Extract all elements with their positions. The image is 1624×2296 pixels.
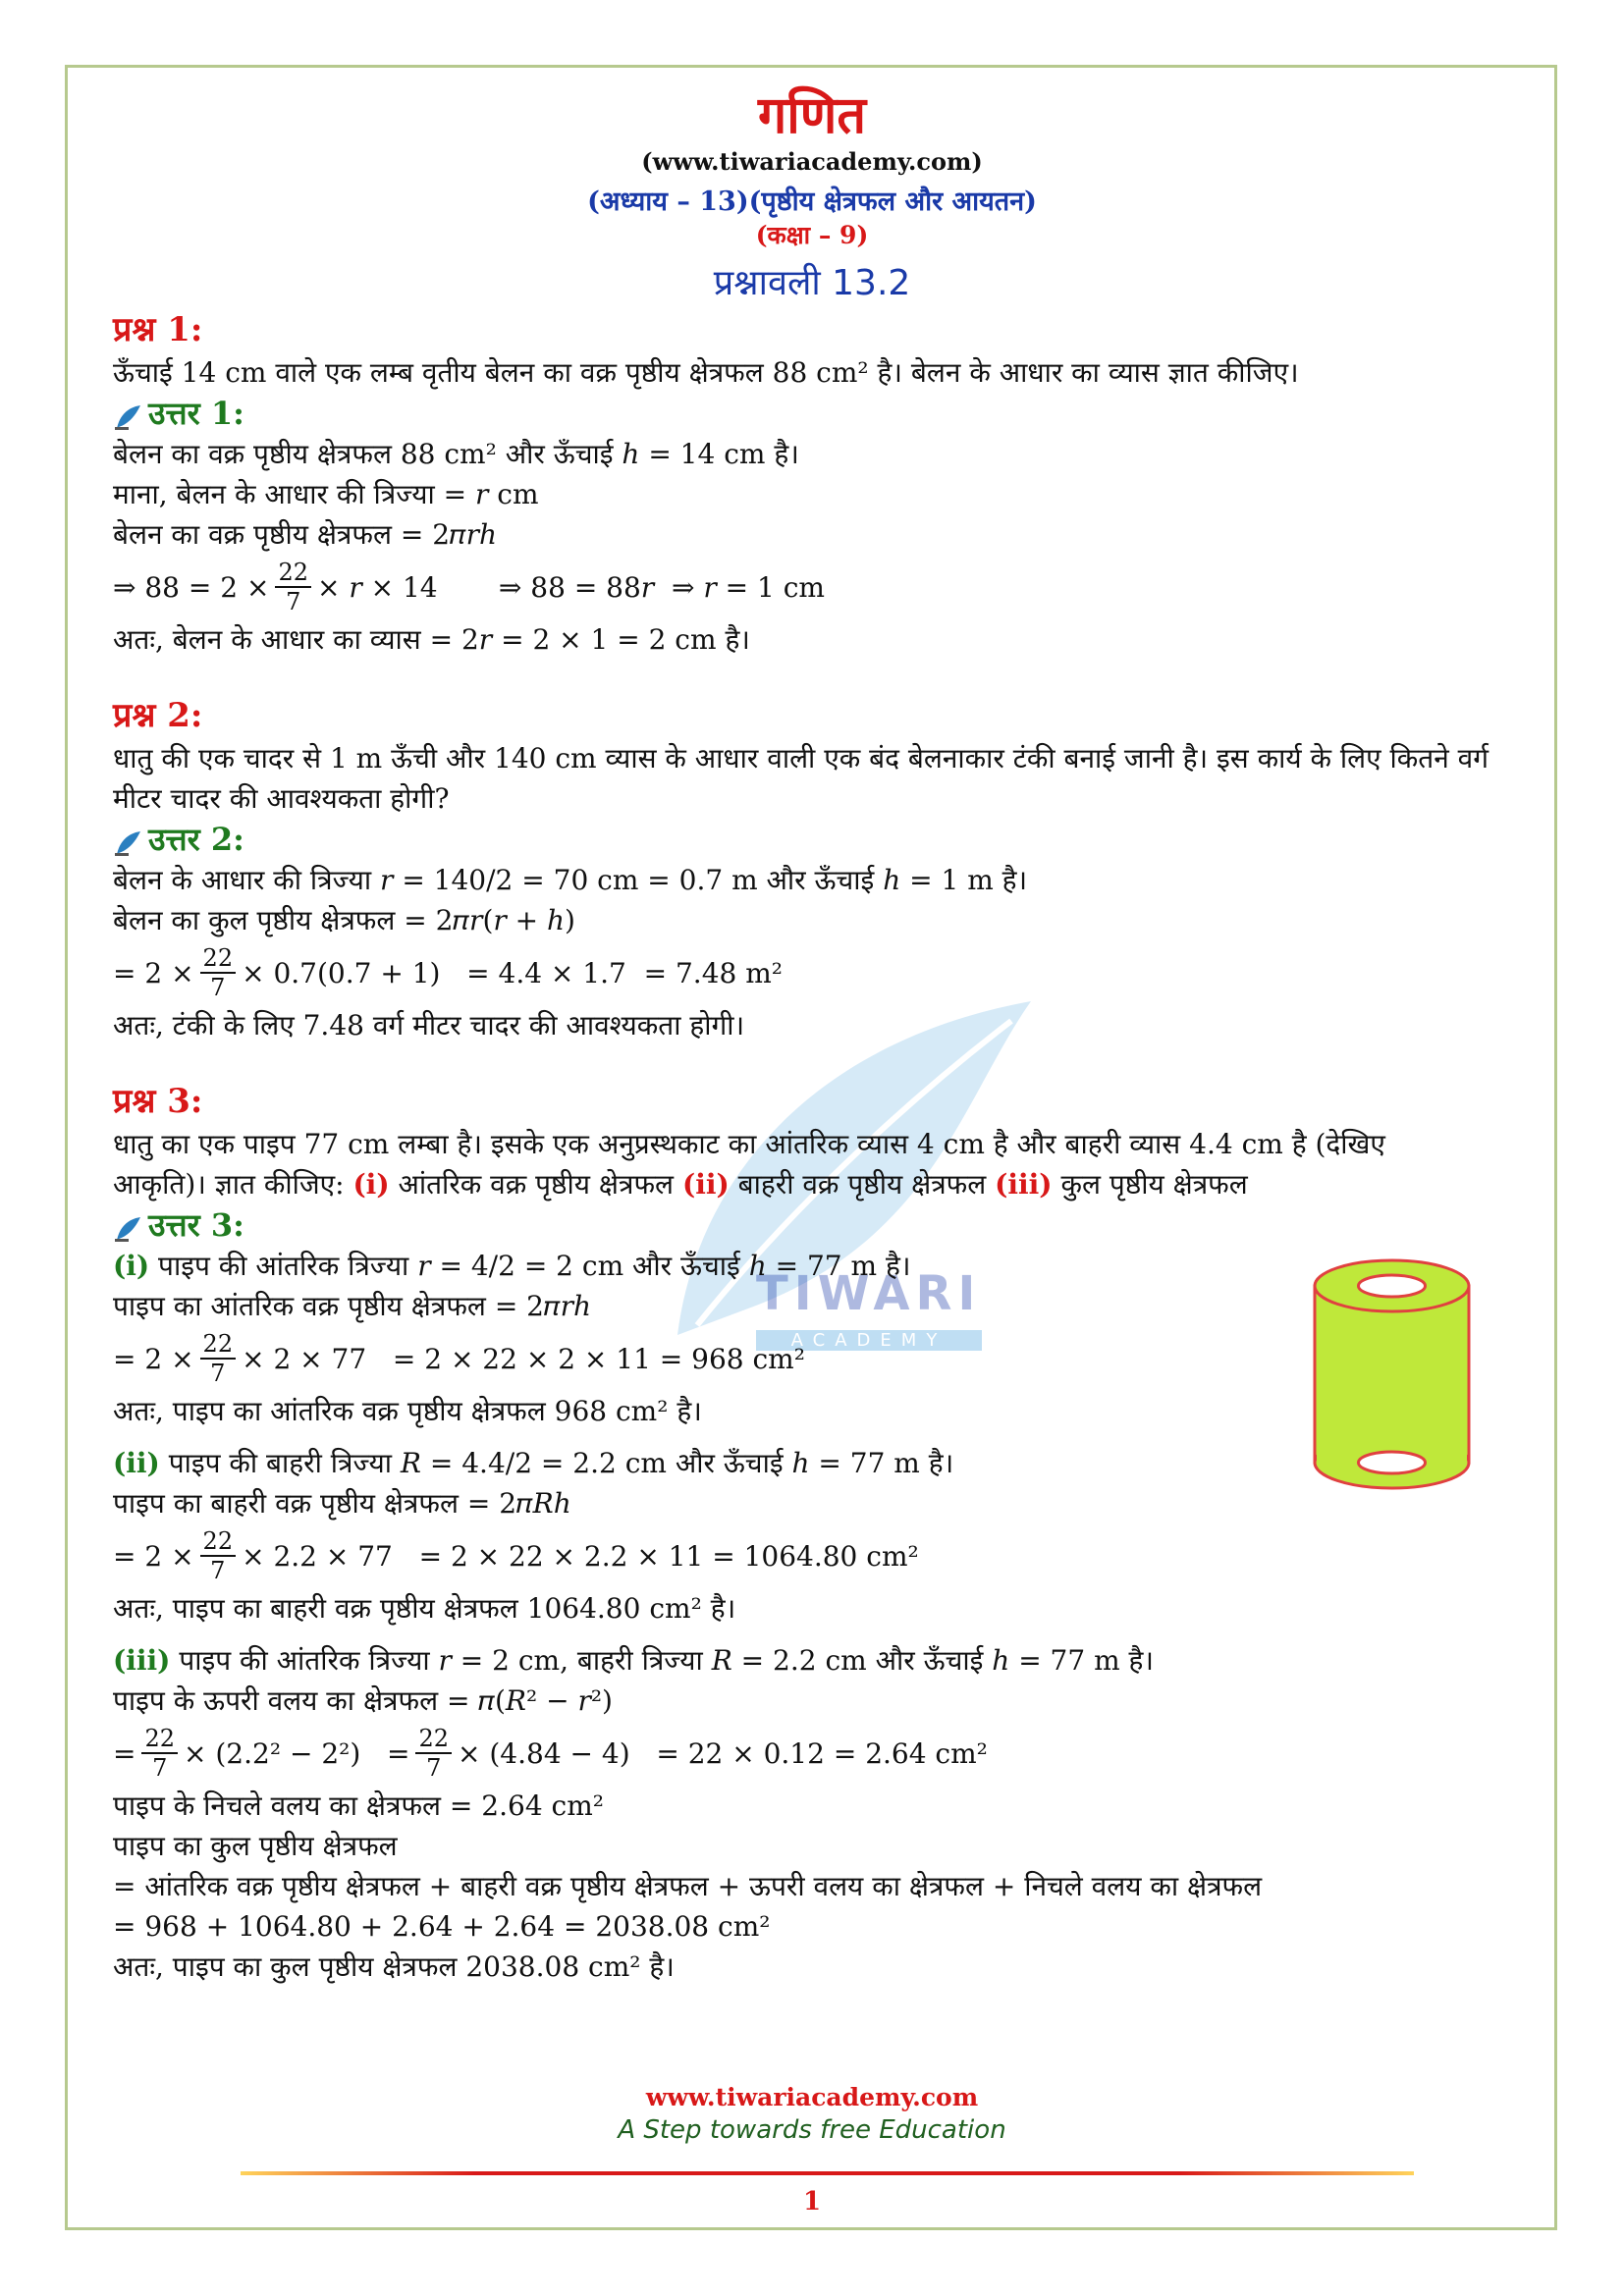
part-ii-marker: (ii) [113, 1447, 160, 1479]
quill-icon [113, 826, 142, 853]
watermark-name: TIWARI [756, 1266, 982, 1321]
header-url: (www.tiwariacademy.com) [641, 147, 983, 176]
eq-post: × 𝑟 × 14 ⇒ 88 = 88𝑟 ⇒ 𝑟 = 1 cm [316, 570, 825, 604]
eq-post: × (4.84 − 4) = 22 × 0.12 = 2.64 cm² [458, 1736, 988, 1770]
answer-3-iii-line-1 [113, 1640, 1546, 1681]
fraction-denominator: 7 [286, 588, 301, 615]
eq-pre: = [113, 1736, 136, 1770]
chapter-title: (अध्याय – 13)(पृष्ठीय क्षेत्रफल और आयतन) [587, 187, 1037, 217]
answer-1-equation [113, 555, 1546, 619]
eq-post: × 0.7(0.7 + 1) = 4.4 × 1.7 = 7.48 m² [242, 956, 784, 989]
fraction-numerator: 22 [415, 1725, 452, 1754]
answer-3-i-text: पाइप की आंतरिक त्रिज्या 𝑟 = 4/2 = 2 cm और ऊँचाई ℎ = 77 m है। [158, 1250, 911, 1282]
answer-3-text: उत्तर 3: [148, 1206, 244, 1244]
answer-2-line-1: बेलन के आधार की त्रिज्या 𝑟 = 140/2 = 70 cm = 0.7 m और ऊँचाई ℎ = 1 m है। [113, 864, 1028, 896]
fraction [200, 1330, 237, 1387]
answer-3-iii-line-4: पाइप का कुल पृष्ठीय क्षेत्रफल [113, 1830, 398, 1862]
eq-post: × 2.2 × 77 = 2 × 22 × 2.2 × 11 = 1064.80 cm² [242, 1539, 919, 1573]
answer-2-equation [113, 940, 1546, 1005]
answer-3-iii-line-2: पाइप के ऊपरी वलय का क्षेत्रफल = 𝜋(𝑅² − 𝑟²) [113, 1684, 613, 1717]
answer-1-conclusion: अतः, बेलन के आधार का व्यास = 2𝑟 = 2 × 1 = 2 cm है। [113, 623, 750, 656]
answer-3-ii-line-2: पाइप का बाहरी वक्र पृष्ठीय क्षेत्रफल = 2𝜋𝑅ℎ [113, 1487, 571, 1520]
quill-icon [113, 400, 142, 427]
part-ii-marker: (ii) [681, 1168, 730, 1201]
answer-3-iii-equation [113, 1721, 1546, 1786]
eq-post: × 2 × 77 = 2 × 22 × 2 × 11 = 968 cm² [242, 1342, 805, 1375]
fraction-denominator: 7 [426, 1754, 442, 1782]
answer-3-ii-text: पाइप की बाहरी त्रिज्या 𝑅 = 4.4/2 = 2.2 cm और ऊँचाई ℎ = 77 m है। [168, 1447, 954, 1479]
fraction-denominator: 7 [152, 1754, 168, 1782]
page-number: 1 [802, 2187, 822, 2216]
pipe-figure [1311, 1256, 1473, 1492]
fraction-numerator: 22 [275, 559, 311, 588]
answer-1-line-1: बेलन का वक्र पृष्ठीय क्षेत्रफल 88 cm² और ऊँचाई ℎ = 14 cm है। [113, 438, 799, 470]
watermark-sub: ACADEMY [756, 1330, 982, 1351]
answer-3-i-line-2: पाइप का आंतरिक वक्र पृष्ठीय क्षेत्रफल = 2𝜋𝑟ℎ [113, 1290, 592, 1322]
part-iii-text: कुल पृष्ठीय क्षेत्रफल [1060, 1168, 1248, 1201]
part-ii-text: बाहरी वक्र पृष्ठीय क्षेत्रफल [737, 1168, 987, 1201]
q3-text-b: आकृति)। ज्ञात कीजिए: [113, 1168, 345, 1201]
footer-url[interactable]: www.tiwariacademy.com [645, 2083, 979, 2111]
question-3-label: प्रश्न 3: [113, 1082, 203, 1121]
question-3-text-a: धातु का एक पाइप 77 cm लम्बा है। इसके एक अनुप्रस्थकाट का आंतरिक व्यास 4 cm है और बाहरी व्यास 4.4 cm है (देखिए [113, 1128, 1385, 1160]
fraction-denominator: 7 [210, 1360, 226, 1387]
answer-2-text: उत्तर 2: [148, 821, 244, 858]
answer-3-ii-conclusion: अतः, पाइप का बाहरी वक्र पृष्ठीय क्षेत्रफल 1064.80 cm² है। [113, 1592, 736, 1625]
answer-1-text: उत्तर 1: [148, 395, 244, 432]
answer-3-iii-conclusion: अतः, पाइप का कुल पृष्ठीय क्षेत्रफल 2038.08 cm² है। [113, 1950, 675, 1983]
eq-mid: × (2.2² − 2²) = [184, 1736, 410, 1770]
part-i-text: आंतरिक वक्र पृष्ठीय क्षेत्रफल [398, 1168, 675, 1201]
question-2-label: प्रश्न 2: [113, 696, 203, 735]
question-2-text: धातु की एक चादर से 1 m ऊँची और 140 cm व्यास के आधार वाली एक बंद बेलनाकार टंकी बनाई जानी है। इस कार्य के लिए कितने वर्ग मीटर चादर की आवश्यकता होगी? [113, 742, 1489, 815]
part-iii-marker: (iii) [113, 1644, 171, 1677]
answer-3-label [113, 1204, 1546, 1246]
content [113, 299, 1546, 1987]
footer-tagline: A Step towards free Education [618, 2115, 1006, 2145]
answer-2-line-2: बेलन का कुल पृष्ठीय क्षेत्रफल = 2𝜋𝑟(𝑟 + ℎ) [113, 904, 575, 936]
quill-icon [113, 1211, 142, 1239]
fraction-numerator: 22 [200, 944, 237, 974]
answer-1-line-3: बेलन का वक्र पृष्ठीय क्षेत्रफल = 2𝜋𝑟ℎ [113, 518, 498, 551]
fraction [200, 1527, 237, 1584]
fraction [275, 559, 311, 615]
answer-3-iii-line-3: पाइप के निचले वलय का क्षेत्रफल = 2.64 cm² [113, 1789, 604, 1822]
eq-pre: = 2 × [113, 1539, 194, 1573]
eq-pre: = 2 × [113, 956, 194, 989]
fraction-denominator: 7 [210, 1557, 226, 1584]
question-3-text-b [113, 1164, 1546, 1204]
footer-divider [241, 2171, 1414, 2175]
answer-3-iii-line-5: = आंतरिक वक्र पृष्ठीय क्षेत्रफल + बाहरी वक्र पृष्ठीय क्षेत्रफल + ऊपरी वलय का क्षेत्रफल + निचले वलय का क्षेत्रफल [113, 1870, 1263, 1902]
answer-3-i-conclusion: अतः, पाइप का आंतरिक वक्र पृष्ठीय क्षेत्रफल 968 cm² है। [113, 1395, 702, 1427]
part-iii-marker: (iii) [995, 1168, 1053, 1201]
fraction [200, 944, 237, 1001]
question-1-text: ऊँचाई 14 cm वाले एक लम्ब वृतीय बेलन का वक्र पृष्ठीय क्षेत्रफल 88 cm² है। बेलन के आधार का व्यास ज्ञात कीजिए। [113, 356, 1299, 389]
question-1-label: प्रश्न 1: [113, 310, 203, 349]
class-label: (कक्षा – 9) [755, 221, 869, 249]
eq-pre: = 2 × [113, 1342, 194, 1375]
part-i-marker: (i) [113, 1250, 150, 1282]
fraction-numerator: 22 [200, 1330, 237, 1360]
answer-1-label [113, 393, 1546, 434]
answer-2-label [113, 819, 1546, 860]
answer-3-iii-text: पाइप की आंतरिक त्रिज्या 𝑟 = 2 cm, बाहरी त्रिज्या 𝑅 = 2.2 cm और ऊँचाई ℎ = 77 m है। [179, 1644, 1155, 1677]
fraction-numerator: 22 [141, 1725, 178, 1754]
answer-3-iii-line-6: = 968 + 1064.80 + 2.64 + 2.64 = 2038.08 cm² [113, 1910, 771, 1943]
page-title: गणित [758, 85, 866, 145]
exercise-title: प्रश्नावली 13.2 [713, 263, 911, 303]
answer-3-ii-equation [113, 1523, 1546, 1588]
eq-pre: ⇒ 88 = 2 × [113, 570, 270, 604]
fraction [141, 1725, 178, 1782]
answer-1-line-2: माना, बेलन के आधार की त्रिज्या = 𝑟 cm [113, 478, 539, 510]
fraction-numerator: 22 [200, 1527, 237, 1557]
fraction-denominator: 7 [210, 974, 226, 1001]
fraction [415, 1725, 452, 1782]
answer-2-conclusion: अतः, टंकी के लिए 7.48 वर्ग मीटर चादर की आवश्यकता होगी। [113, 1009, 745, 1041]
part-i-marker: (i) [352, 1168, 390, 1201]
